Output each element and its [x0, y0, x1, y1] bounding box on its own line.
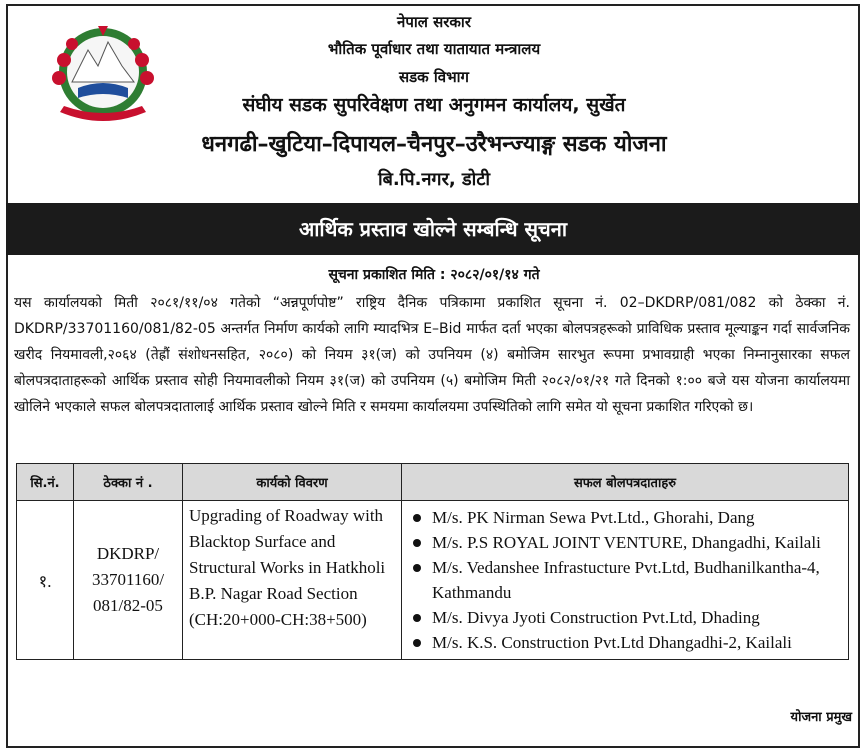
- bidders-table: [16, 463, 849, 660]
- project-title: धनगढी–खुटिया–दिपायल–चैनपुर–उरैभन्ज्याङ्ग सडक योजना: [201, 132, 667, 157]
- project-location: बि.पि.नगर, डोटी: [377, 169, 491, 190]
- header-sn: सि.नं.: [17, 464, 74, 501]
- header-bidders: सफल बोलपत्रदाताहरु: [402, 464, 849, 501]
- notice-body: यस कार्यालयको मिती २०८१/११/०४ गतेको “अन्नपूर्णपोष्ट” राष्ट्रिय दैनिक पत्रिकामा प्रकाशित सूचना नं. 02–DKDRP/081/082 को ठेक्का नं. DKDRP/33701160/081/82-05 अन्तर्गत निर्माण कार्यको लागि म्यादभित्र E–Bid मार्फत दर्ता भएका बोलपत्रहरूको प्राविधिक प्रस्ताव मूल्याङ्कन गर्दा सार्वजनिक खरीद नियमावली,२०६४ (तेह्रौं संशोधनसहित, २०८०) को नियम ३१(ज) को उपनियम (४) बमोजिम सारभुत रूपमा प्रभावग्राही भएका निम्नानुसारका सफल बोलपत्रदाताहरूको आर्थिक प्रस्ताव सोही नियमावलीको नियम ३१(ज) को उपनियम (५) बमोजिम मिती २०८२/०१/२१ गते दिनको १:०० बजे यस योजना कार्यालयमा खोलिने भएकाले सफल बोलपत्रदातालाई आर्थिक प्रस्ताव खोल्ने मिति र समयमा कार्यालयमा उपस्थितिको लागि समेत यो सूचना प्रकाशित गरिएको छ।: [14, 295, 850, 415]
- bidder-item: M/s. PK Nirman Sewa Pvt.Ltd., Ghorahi, Dang: [432, 505, 842, 530]
- cell-sn: १.: [17, 501, 74, 660]
- department-title: सडक विभाग: [398, 68, 469, 86]
- bidder-item: M/s. Divya Jyoti Construction Pvt.Ltd, Dhading: [432, 605, 842, 630]
- table-header-row: [17, 464, 849, 501]
- bidder-item: M/s. K.S. Construction Pvt.Ltd Dhangadhi-2, Kailali: [432, 630, 842, 655]
- ministry-title: भौतिक पूर्वाधार तथा यातायात मन्त्रालय: [327, 40, 541, 58]
- published-date: सूचना प्रकाशित मिति : २०८२/०१/१४ गते: [328, 267, 540, 283]
- cell-bidders: [402, 501, 849, 660]
- government-title: नेपाल सरकार: [397, 13, 471, 31]
- header-description: कार्यको विवरण: [183, 464, 402, 501]
- notice-title: आर्थिक प्रस्ताव खोल्ने सम्बन्धि सूचना: [6, 203, 860, 255]
- cell-description: Upgrading of Roadway with Blacktop Surface and Structural Works in Hatkholi B.P. Nagar Road Section (CH:20+000-CH:38+500): [183, 501, 402, 660]
- bidder-item: M/s. Vedanshee Infrastucture Pvt.Ltd, Budhanilkantha-4, Kathmandu: [432, 555, 842, 605]
- cell-contract-no: DKDRP/ 33701160/ 081/82-05: [74, 501, 183, 660]
- bidder-item: M/s. P.S ROYAL JOINT VENTURE, Dhangadhi, Kailali: [432, 530, 842, 555]
- bidder-list: [406, 505, 842, 655]
- signature-label: योजना प्रमुख: [790, 710, 852, 725]
- table-row: [17, 501, 849, 660]
- header-contract-no: ठेक्का नं .: [74, 464, 183, 501]
- office-title: संघीय सडक सुपरिवेक्षण तथा अनुगमन कार्यालय, सुर्खेत: [242, 94, 626, 116]
